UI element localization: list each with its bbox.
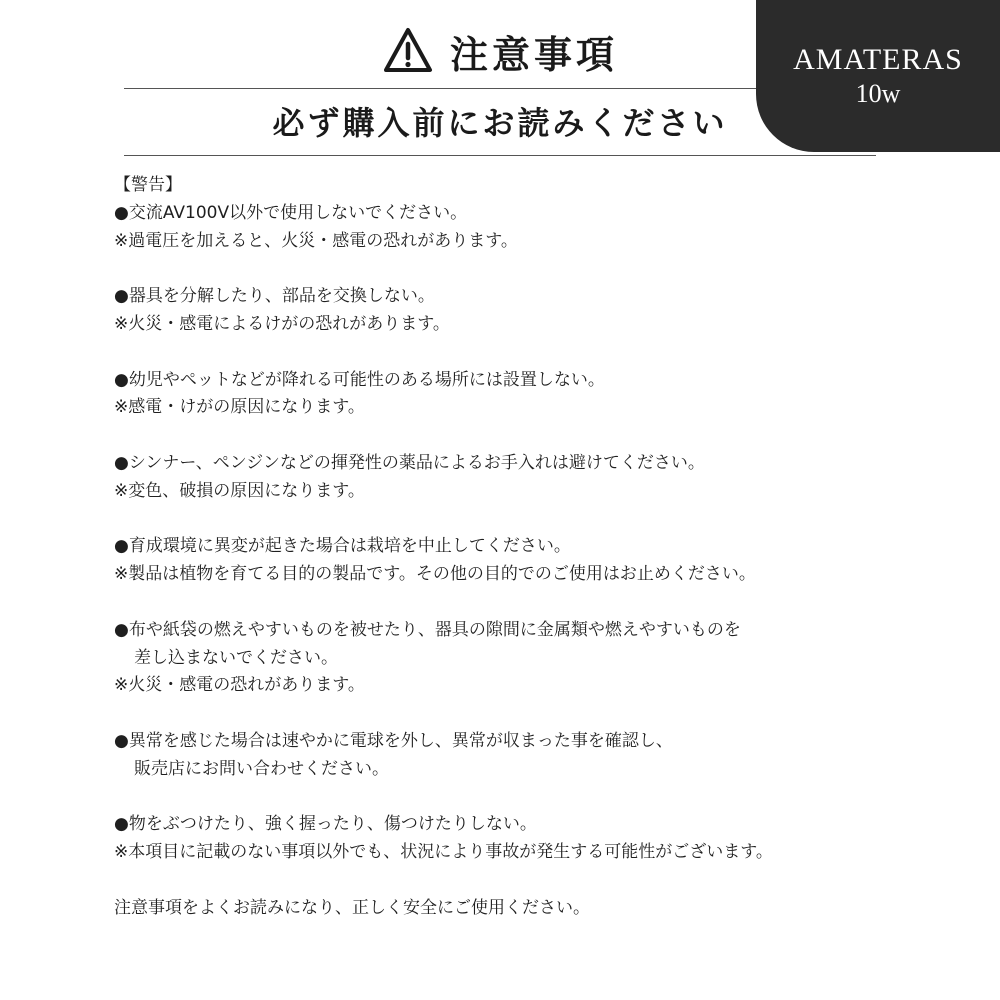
divider-top <box>124 88 760 89</box>
divider-bottom <box>124 155 876 156</box>
warning-triangle-icon <box>382 25 434 77</box>
spacer <box>114 339 914 367</box>
warning-main: ●布や紙袋の燃えやすいものを被せたり、器具の隙間に金属類や燃えやすいものを <box>114 619 741 640</box>
warning-item <box>114 811 914 867</box>
spacer <box>114 506 914 534</box>
warning-item <box>114 533 914 589</box>
warning-note: ※変色、破損の原因になります。 <box>114 480 365 501</box>
warning-item <box>114 367 914 423</box>
brand-badge <box>756 0 1000 152</box>
warning-main: ●育成環境に異変が起きた場合は栽培を中止してください。 <box>114 536 571 557</box>
warning-main: ●物をぶつけたり、強く握ったり、傷つけたりしない。 <box>114 814 537 835</box>
closing-statement: 注意事項をよくお読みになり、正しく安全にご使用ください。 <box>114 897 590 918</box>
spacer <box>114 589 914 617</box>
warning-item <box>114 450 914 506</box>
warning-item <box>114 617 914 700</box>
brand-name: AMATERAS <box>793 43 963 76</box>
page-subtitle: 必ず購入前にお読みください <box>272 104 728 142</box>
warning-item <box>114 200 914 256</box>
warning-content <box>114 172 914 923</box>
warning-main: ●幼児やペットなどが降れる可能性のある場所には設置しない。 <box>114 369 605 390</box>
warning-note: ※製品は植物を育てる目的の製品です。その他の目的でのご使用はお止めください。 <box>114 564 756 585</box>
spacer <box>114 422 914 450</box>
spacer <box>114 784 914 812</box>
section-label: 【警告】 <box>114 175 182 195</box>
warning-main: ●シンナー、ペンジンなどの揮発性の薬品によるお手入れは避けてください。 <box>114 452 705 473</box>
brand-wattage: 10w <box>855 79 901 108</box>
warning-note: ※火災・感電の恐れがあります。 <box>114 675 365 696</box>
spacer <box>114 867 914 895</box>
warning-continuation: 販売店にお問い合わせください。 <box>134 758 389 779</box>
warning-main: ●異常を感じた場合は速やかに電球を外し、異常が収まった事を確認し、 <box>114 730 673 751</box>
spacer <box>114 255 914 283</box>
page-title: 注意事項 <box>449 32 618 77</box>
spacer <box>114 700 914 728</box>
warning-item <box>114 728 914 784</box>
warning-note: ※感電・けがの原因になります。 <box>114 397 365 418</box>
warning-main: ●交流AV100V以外で使用しないでください。 <box>114 202 468 223</box>
warning-main: ●器具を分解したり、部品を交換しない。 <box>114 286 435 307</box>
warning-note: ※本項目に記載のない事項以外でも、状況により事故が発生する可能性がございます。 <box>114 842 773 863</box>
warning-continuation: 差し込まないでください。 <box>134 647 338 668</box>
warning-note: ※過電圧を加えると、火災・感電の恐れがあります。 <box>114 230 518 251</box>
warning-note: ※火災・感電によるけがの恐れがあります。 <box>114 313 450 334</box>
warning-item <box>114 283 914 339</box>
